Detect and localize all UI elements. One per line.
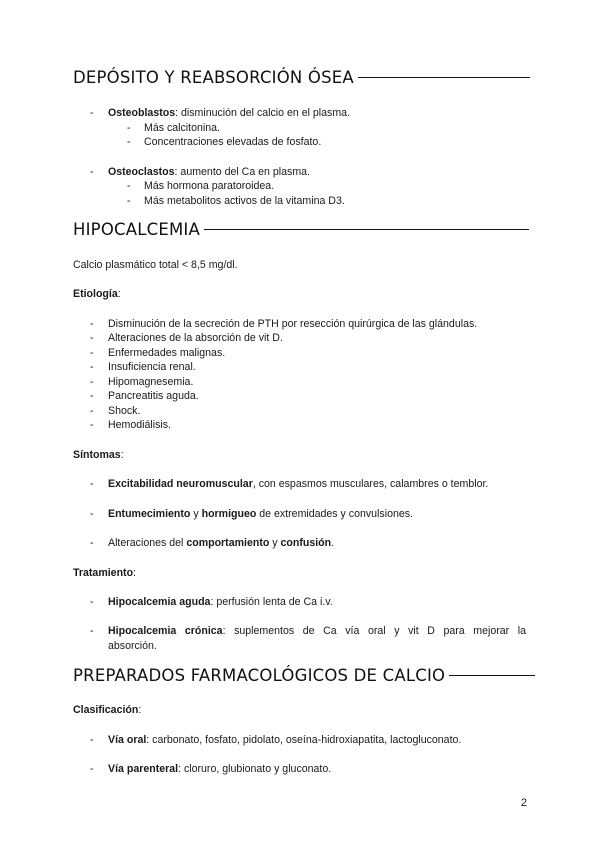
bullet-dash: - [127,136,131,148]
item-text: : perfusión lenta de Ca i.v. [210,596,333,608]
list-item: Shock. [108,405,141,417]
list-item: Pancreatitis aguda. [108,390,199,402]
sub-item: Concentraciones elevadas de fosfato. [144,136,322,148]
bullet-dash: - [90,625,94,637]
subheading-sintomas [73,448,124,462]
item-text: : disminución del calcio en el plasma. [175,107,351,119]
bullet-dash: - [90,107,94,119]
heading-rule [358,77,530,79]
term-bold: Osteoblastos [108,107,176,119]
bullet-dash: - [90,166,94,178]
bullet-dash: - [90,390,94,402]
bullet-dash: - [90,508,94,520]
list-item-via-oral [108,733,461,747]
list-item-osteoblastos [108,106,350,120]
bullet-dash: - [90,478,94,490]
item-text: . [331,537,335,549]
label-colon: : [120,449,124,461]
list-item: Insuficiencia renal. [108,361,196,373]
label-bold: Clasificación [73,704,139,716]
term-bold: hormigueo [201,508,257,520]
bullet-dash: - [90,763,94,775]
bullet-dash: - [90,734,94,746]
term-bold: Excitabilidad neuromuscular [108,478,253,490]
item-text: Alteraciones del [108,537,187,549]
bullet-dash: - [90,376,94,388]
term-bold: comportamiento [186,537,270,549]
section-heading-hipocalcemia [73,220,529,239]
list-item-sintoma-2 [108,507,413,521]
item-text: de extremidades y convulsiones. [256,508,413,520]
term-bold: Vía oral [108,734,147,746]
list-item-tratamiento-1 [108,595,333,609]
subheading-etiologia [73,287,121,301]
bullet-dash: - [90,318,94,330]
bullet-dash: - [90,419,94,431]
bullet-dash: - [90,596,94,608]
list-item-sintoma-1 [108,477,488,491]
list-item-osteoclastos [108,165,310,179]
sub-item: Más calcitonina. [144,122,220,134]
item-text: y [190,508,202,520]
bullet-dash: - [90,332,94,344]
sub-item: Más metabolitos activos de la vitamina D3. [144,195,345,207]
label-bold: Etiología [73,288,118,300]
subheading-clasificacion [73,703,141,717]
section-heading-preparados [73,666,535,685]
item-text: : aumento del Ca en plasma. [174,166,310,178]
bullet-dash: - [90,347,94,359]
term-bold: Hipocalcemia crónica [108,625,223,637]
bullet-dash: - [90,537,94,549]
bullet-dash: - [127,195,131,207]
page-number: 2 [520,797,527,809]
item-text: : suplementos de Ca vía oral y vit D para mejorar la absorción. [108,625,527,652]
item-text: , con espasmos musculares, calambres o temblor. [252,478,489,490]
heading-rule [204,229,529,231]
heading-rule [449,675,535,677]
list-item: Alteraciones de la absorción de vit D. [108,332,283,344]
term-bold: Osteoclastos [108,166,175,178]
item-text: : cloruro, glubionato y gluconato. [178,763,332,775]
term-bold: Hipocalcemia aguda [108,596,211,608]
bullet-dash: - [127,180,131,192]
list-item: Hipomagnesemia. [108,376,194,388]
label-colon: : [117,288,121,300]
list-item-tratamiento-2 [108,624,526,654]
item-text: y [269,537,281,549]
list-item: Disminución de la secreción de PTH por resección quirúrgica de las glándulas. [108,318,478,330]
list-item: Hemodiálisis. [108,419,171,431]
list-item: Enfermedades malignas. [108,347,226,359]
term-bold: Vía parenteral [108,763,179,775]
label-bold: Síntomas [73,449,121,461]
term-bold: confusión [280,537,332,549]
label-colon: : [133,567,136,579]
item-text: : carbonato, fosfato, pidolato, oseína-hidroxiapatita, lactogluconato. [146,734,462,746]
label-bold: Tratamiento [73,567,134,579]
heading-text: DEPÓSITO Y REABSORCIÓN ÓSEA [73,68,354,87]
sub-item: Más hormona paratoroidea. [144,180,275,192]
bullet-dash: - [90,361,94,373]
subheading-tratamiento [73,566,136,580]
heading-text: HIPOCALCEMIA [73,220,200,239]
list-item-via-parenteral [108,762,331,776]
term-bold: Entumecimiento [108,508,191,520]
bullet-dash: - [127,122,131,134]
definition-text: Calcio plasmático total < 8,5 mg/dl. [73,259,238,271]
bullet-dash: - [90,405,94,417]
section-heading-deposito [73,68,530,87]
list-item-sintoma-3 [108,536,334,550]
heading-text: PREPARADOS FARMACOLÓGICOS DE CALCIO [73,666,446,685]
label-colon: : [138,704,142,716]
